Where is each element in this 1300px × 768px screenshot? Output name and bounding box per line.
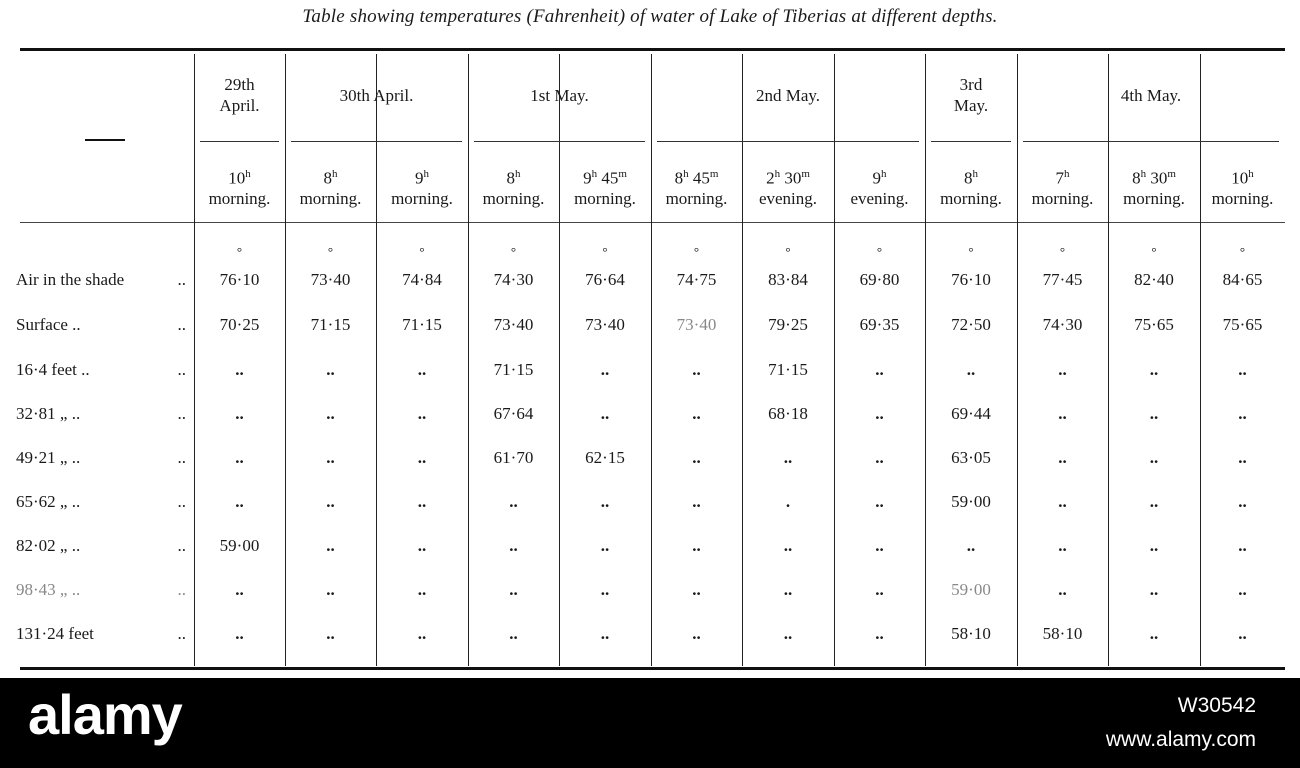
table-cell: .. (1149, 580, 1159, 599)
table-cell: .. (875, 624, 884, 643)
degree-symbol: ° (968, 244, 974, 259)
table-cell: .. (326, 448, 335, 467)
degree-symbol: ° (419, 244, 425, 259)
table-cell: .. (1058, 536, 1067, 555)
table-cell: 74·30 (1042, 315, 1083, 334)
row-label-dots: .. (177, 270, 186, 289)
degree-symbol: ° (785, 244, 791, 259)
table-cell: 62·15 (585, 448, 625, 467)
date-underline (1023, 141, 1279, 142)
degree-symbol: ° (510, 244, 517, 259)
alamy-logo: alamy (28, 683, 182, 746)
time-period: morning. (665, 188, 728, 208)
table-cell: .. (875, 492, 884, 511)
table-cell: 69·35 (859, 315, 900, 334)
table-cell: .. (326, 360, 335, 379)
table-cell: .. (783, 624, 793, 643)
time-header (194, 164, 285, 209)
row-label (16, 580, 186, 600)
image-code: W30542 (1177, 694, 1256, 717)
row-label-text: 16·4 feet .. (16, 360, 90, 379)
table-cell: 76·64 (585, 270, 625, 289)
time-header (1200, 164, 1285, 209)
row-label (16, 536, 186, 556)
time-period: morning. (391, 188, 453, 208)
time-period: morning. (1031, 188, 1094, 208)
table-cell: .. (1238, 580, 1247, 599)
row-label (16, 360, 186, 380)
time-period: morning. (574, 188, 636, 208)
table-cell: .. (417, 360, 427, 379)
row-label (16, 404, 186, 424)
table-cell: .. (783, 536, 793, 555)
table-cell: .. (1238, 404, 1247, 423)
table-cell: 70·25 (219, 315, 260, 334)
table-cell: .. (417, 492, 427, 511)
date-header: 4th May. (1120, 86, 1182, 105)
date-underline (291, 141, 462, 142)
table-cell: .. (1238, 536, 1247, 555)
row-label-dots: .. (177, 404, 186, 423)
table-cell: .. (692, 360, 701, 379)
time-header (834, 164, 925, 209)
table-cell: 73·40 (493, 315, 534, 334)
time-header (925, 164, 1017, 209)
table-cell: .. (235, 448, 244, 467)
table-cell: .. (1058, 492, 1067, 511)
top-rule (20, 48, 1285, 51)
row-label-text: 131·24 feet (16, 624, 94, 643)
table-cell: 59·00 (951, 580, 991, 599)
table-cell: .. (417, 404, 427, 423)
date-header: 29th April. (219, 75, 260, 115)
row-header-mark (85, 139, 125, 141)
degree-symbol: ° (693, 244, 700, 259)
table-cell: 73·40 (676, 315, 717, 334)
time-header (1108, 164, 1200, 209)
table-cell: 73·40 (310, 270, 351, 289)
table-cell: .. (692, 580, 701, 599)
table-cell: 59·00 (951, 492, 991, 511)
table-cell: .. (509, 492, 518, 511)
table-cell: 58·10 (951, 624, 991, 643)
row-label-dots: .. (177, 315, 186, 334)
row-label-text: 65·62 „ .. (16, 492, 81, 511)
table-cell: .. (600, 492, 610, 511)
table-cell: .. (1058, 404, 1067, 423)
row-label-dots: .. (177, 536, 186, 555)
row-label-dots: .. (177, 448, 186, 467)
table-cell: .. (692, 404, 701, 423)
row-label-dots: .. (177, 360, 186, 379)
table-cell: 58·10 (1042, 624, 1083, 643)
time-header (742, 164, 834, 209)
row-label-text: Surface .. (16, 315, 81, 334)
time-header (1017, 164, 1108, 209)
degree-symbol: ° (236, 244, 243, 259)
row-label-dots: .. (177, 492, 186, 511)
header-bottom-rule (20, 222, 1285, 223)
time-period: morning. (940, 188, 1002, 208)
table-cell: .. (692, 536, 701, 555)
table-cell: .. (1149, 492, 1159, 511)
row-label-text: 32·81 „ .. (16, 404, 81, 423)
table-cell: .. (235, 624, 244, 643)
time-value: 8$^h$ (964, 168, 978, 188)
table-cell: .. (1058, 448, 1067, 467)
time-value: 9$^h$ 45$^m$ (583, 168, 627, 188)
table-cell: .. (1238, 448, 1247, 467)
table-cell: .. (966, 360, 976, 379)
table-cell: 71·15 (402, 315, 442, 334)
row-label-dots: .. (177, 624, 186, 643)
row-label (16, 448, 186, 468)
table-cell: .. (326, 624, 335, 643)
table-cell: 72·50 (951, 315, 991, 334)
degree-symbol: ° (602, 244, 608, 259)
degree-symbol: ° (876, 244, 883, 259)
date-header: 1st May. (530, 86, 589, 105)
table-cell: .. (1149, 624, 1159, 643)
table-cell: .. (1238, 360, 1247, 379)
table-cell: .. (417, 448, 427, 467)
table-cell: .. (1149, 536, 1159, 555)
table-cell: 74·75 (676, 270, 717, 289)
time-value: 9$^h$ (872, 168, 887, 188)
table-cell: 68·18 (768, 404, 808, 423)
table-title: Table showing temperatures (Fahrenheit) of water of Lake of Tiberias at different depths. (302, 6, 998, 27)
table-cell: .. (875, 360, 884, 379)
table-cell: .. (509, 580, 518, 599)
date-underline (931, 141, 1011, 142)
table-cell: .. (235, 580, 244, 599)
row-label-text: 49·21 „ .. (16, 448, 81, 467)
table-cell: .. (509, 624, 518, 643)
table-cell: .. (235, 404, 244, 423)
row-label-text: Air in the shade (16, 270, 125, 289)
table-cell: .. (1058, 360, 1067, 379)
table-cell: .. (235, 360, 244, 379)
table-cell: 67·64 (493, 404, 534, 423)
table-cell: .. (417, 580, 427, 599)
table-cell: 74·30 (493, 270, 534, 289)
table-cell: 71·15 (493, 360, 534, 379)
table-cell: .. (417, 536, 427, 555)
time-period: evening. (758, 188, 818, 208)
table-cell: 63·05 (951, 448, 991, 467)
date-header: 2nd May. (755, 86, 821, 105)
site-url: www.alamy.com (1105, 728, 1256, 751)
table-cell: .. (875, 536, 884, 555)
degree-symbol: ° (1059, 244, 1066, 259)
table-cell: 76·10 (951, 270, 991, 289)
table-cell: .. (1238, 624, 1247, 643)
date-underline (474, 141, 645, 142)
time-period: morning. (299, 188, 362, 208)
table-cell: 84·65 (1222, 270, 1263, 289)
time-value: 10$^h$ (228, 168, 251, 188)
date-underline (200, 141, 279, 142)
table-cell: 73·40 (585, 315, 625, 334)
time-period: morning. (482, 188, 545, 208)
table-cell: 82·40 (1134, 270, 1174, 289)
degree-symbol: ° (1151, 244, 1157, 259)
table-cell: .. (875, 580, 884, 599)
table-cell: .. (417, 624, 427, 643)
table-cell: 61·70 (493, 448, 534, 467)
time-value: 8$^h$ 30$^m$ (1132, 168, 1176, 188)
table-cell: .. (326, 580, 335, 599)
table-cell: .. (600, 404, 610, 423)
degree-symbol: ° (327, 244, 334, 259)
time-value: 8$^h$ 45$^m$ (674, 168, 719, 188)
time-period: evening. (850, 188, 909, 208)
row-label (16, 492, 186, 512)
table-cell: .. (783, 580, 793, 599)
time-header (559, 164, 651, 209)
table-cell: .. (235, 492, 244, 511)
table-cell: .. (326, 492, 335, 511)
time-header (651, 164, 742, 209)
table-cell: .. (509, 536, 518, 555)
time-period: morning. (1211, 188, 1274, 208)
table-cell: 75·65 (1134, 315, 1174, 334)
row-label (16, 270, 186, 290)
row-label (16, 315, 186, 335)
table-cell: 71·15 (768, 360, 808, 379)
table-cell: .. (692, 448, 701, 467)
table-cell: .. (783, 448, 793, 467)
table-cell: 77·45 (1042, 270, 1083, 289)
table-cell: 83·84 (768, 270, 808, 289)
time-header (285, 164, 376, 209)
table-cell: .. (875, 448, 884, 467)
table-cell: .. (600, 624, 610, 643)
date-header: 30th April. (339, 86, 414, 105)
time-value: 8$^h$ (506, 168, 521, 188)
table-cell: 76·10 (219, 270, 260, 289)
date-header: 3rd May. (953, 75, 989, 115)
table-cell: .. (875, 404, 884, 423)
watermark-banner (0, 678, 1300, 768)
table-cell: .. (600, 536, 610, 555)
table-cell: .. (966, 536, 976, 555)
table-cell: .. (1149, 404, 1159, 423)
date-underline (657, 141, 919, 142)
table-cell: .. (692, 624, 701, 643)
row-label-dots: .. (177, 580, 186, 599)
table-cell: 69·44 (951, 404, 991, 423)
table-cell: .. (1149, 360, 1159, 379)
table-cell: .. (326, 404, 335, 423)
time-value: 2$^h$ 30$^m$ (766, 168, 810, 188)
table-cell: .. (692, 492, 701, 511)
table-cell: 69·80 (859, 270, 900, 289)
time-value: 7$^h$ (1055, 168, 1070, 188)
time-header (376, 164, 468, 209)
table-cell: .. (1058, 580, 1067, 599)
table-cell: 79·25 (768, 315, 808, 334)
time-period: morning. (208, 188, 271, 208)
table-cell: 75·65 (1222, 315, 1263, 334)
row-label-text: 82·02 „ .. (16, 536, 81, 555)
table-cell: 71·15 (310, 315, 351, 334)
table-cell: .. (326, 536, 335, 555)
table-cell: .. (1238, 492, 1247, 511)
time-value: 8$^h$ (323, 168, 338, 188)
table-cell: .. (1149, 448, 1159, 467)
table-cell: .. (600, 360, 610, 379)
time-value: 9$^h$ (415, 168, 429, 188)
table-cell: 74·84 (402, 270, 442, 289)
row-label (16, 624, 186, 644)
degree-symbol: ° (1239, 244, 1246, 259)
bottom-rule (20, 667, 1285, 670)
table-cell: .. (600, 580, 610, 599)
time-value: 10$^h$ (1231, 168, 1254, 188)
time-period: morning. (1123, 188, 1185, 208)
time-header (468, 164, 559, 209)
row-label-text: 98·43 „ .. (16, 580, 81, 599)
table-cell: 59·00 (219, 536, 260, 555)
table-cell: . (785, 492, 791, 511)
